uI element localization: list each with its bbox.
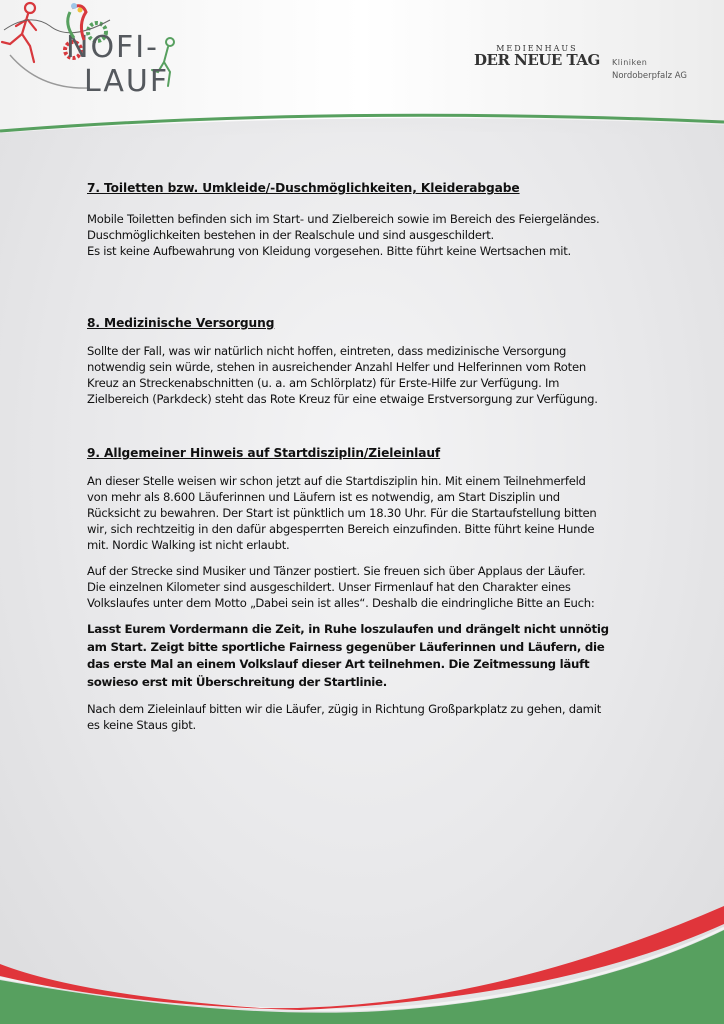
logo-text-line1: NOFI- bbox=[66, 30, 159, 65]
paragraph-line: An dieser Stelle weisen wir schon jetzt auf die Startdisziplin hin. Mit einem Teilnehmerfeld bbox=[87, 474, 586, 488]
sponsor-dnt-small: MEDIENHAUS bbox=[496, 44, 578, 53]
emphasis-line: am Start. Zeigt bitte sportliche Fairness gegenüber Läuferinnen und Läufern, die bbox=[87, 639, 605, 654]
emphasis-line: Lasst Eurem Vordermann die Zeit, in Ruhe loszulaufen und drängelt nicht unnötig bbox=[87, 622, 609, 636]
paragraph-line: wir, sich rechtzeitig in den dafür abgesperrten Bereich einzufinden. Bitte führt keine Hunde bbox=[87, 522, 595, 536]
paragraph-line: mit. Nordic Walking ist nicht erlaubt. bbox=[87, 538, 290, 552]
paragraph-line: Mobile Toiletten befinden sich im Start- und Zielbereich sowie im Bereich des Feiergeländes. bbox=[87, 212, 600, 226]
sponsor-kliniken-line1: Kliniken bbox=[612, 58, 648, 67]
logo-text-line2: LAUF bbox=[84, 64, 170, 99]
sponsor-dnt-big: DER NEUE TAG bbox=[474, 51, 600, 69]
paragraph-line: Rücksicht zu bewahren. Der Start ist pünktlich um 18.30 Uhr. Für die Startaufstellung bitten bbox=[87, 506, 597, 520]
paragraph-line: Sollte der Fall, was wir natürlich nicht hoffen, eintreten, dass medizinische Versorgung bbox=[87, 344, 567, 358]
page-footer-swoosh bbox=[0, 900, 724, 1024]
paragraph-line: Die einzelnen Kilometer sind ausgeschildert. Unser Firmenlauf hat den Charakter eines bbox=[87, 580, 571, 594]
section-medizinische-versorgung bbox=[87, 315, 647, 407]
paragraph-line: Volkslaufes unter dem Motto „Dabei sein ist alles“. Deshalb die eindringliche Bitte an Euch: bbox=[87, 596, 595, 610]
sponsor-der-neue-tag bbox=[474, 44, 600, 67]
section-heading: 8. Medizinische Versorgung bbox=[87, 316, 275, 330]
document-body bbox=[87, 180, 647, 733]
section-startdisziplin bbox=[87, 445, 647, 733]
section-heading: 9. Allgemeiner Hinweis auf Startdisziplin/Zieleinlauf bbox=[87, 446, 441, 460]
emphasis-line: sowieso erst mit Überschreitung der Startlinie. bbox=[87, 674, 387, 689]
paragraph-line: Es ist keine Aufbewahrung von Kleidung vorgesehen. Bitte führt keine Wertsachen mit. bbox=[87, 244, 571, 258]
paragraph-line: notwendig sein würde, stehen in ausreichender Anzahl Helfer und Helferinnen vom Roten bbox=[87, 360, 586, 374]
paragraph-line: es keine Staus gibt. bbox=[87, 718, 196, 732]
paragraph-line: Nach dem Zieleinlauf bitten wir die Läufer, zügig in Richtung Großparkplatz zu gehen, damit bbox=[87, 702, 601, 716]
paragraph-line: Auf der Strecke sind Musiker und Tänzer postiert. Sie freuen sich über Applaus der Läufer. bbox=[87, 564, 586, 578]
page-header bbox=[0, 0, 724, 180]
paragraph-line: Duschmöglichkeiten bestehen in der Realschule und sind ausgeschildert. bbox=[87, 228, 494, 242]
paragraph-line: Zielbereich (Parkdeck) steht das Rote Kreuz für eine etwaige Erstversorgung zur Verfügung. bbox=[87, 392, 598, 406]
paragraph-line: Kreuz an Streckenabschnitten (u. a. am Schlörplatz) für Erste-Hilfe zur Verfügung. Im bbox=[87, 376, 560, 390]
kliniken-logo-graphic bbox=[0, 0, 124, 60]
sponsor-kliniken-line2: Nordoberpfalz AG bbox=[612, 71, 687, 81]
emphasis-line: das erste Mal an einem Volkslauf dieser Art teilnehmen. Die Zeitmessung läuft bbox=[87, 657, 590, 671]
section-heading: 7. Toiletten bzw. Umkleide/-Duschmöglichkeiten, Kleiderabgabe bbox=[87, 181, 520, 195]
section-toiletten bbox=[87, 180, 647, 259]
paragraph-line: von mehr als 8.600 Läuferinnen und Läufern ist es notwendig, am Start Disziplin und bbox=[87, 490, 560, 504]
